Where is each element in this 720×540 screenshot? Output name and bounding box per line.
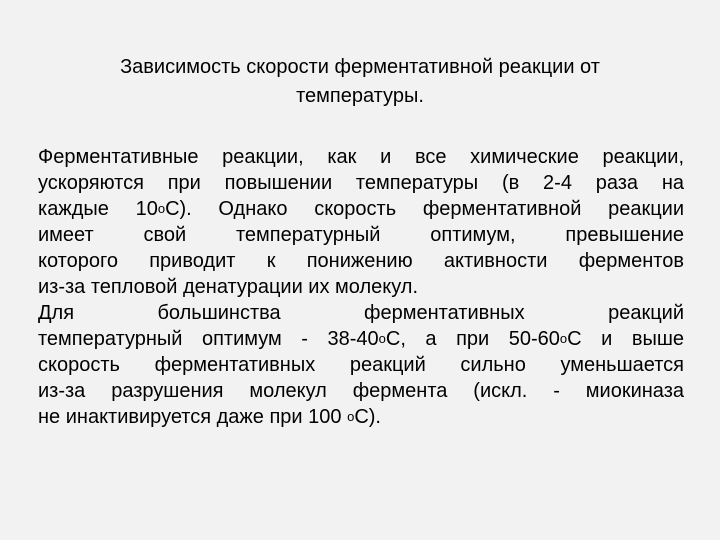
body-line bbox=[38, 326, 684, 352]
title-line: температуры. bbox=[296, 85, 424, 107]
title-line: Зависимость скорости ферментативной реакции от bbox=[120, 56, 600, 78]
body-line: которого приводит к понижению активности ферментов bbox=[38, 250, 684, 272]
degree-sign: o bbox=[559, 331, 568, 346]
body-line: скорость ферментативных реакций сильно уменьшается bbox=[38, 354, 684, 376]
body-line bbox=[38, 196, 684, 222]
text-run: С). bbox=[354, 406, 381, 428]
body-line: Ферментативные реакции, как и все химические реакции, bbox=[38, 146, 684, 168]
text-run: С и выше bbox=[567, 328, 684, 350]
body-line: Для большинства ферментативных реакций bbox=[38, 302, 684, 324]
text-run: каждые 10 bbox=[38, 198, 158, 220]
body-line: имеет свой температурный оптимум, превышение bbox=[38, 224, 684, 246]
degree-sign: o bbox=[157, 201, 166, 216]
text-run: С, а при 50-60 bbox=[385, 328, 560, 350]
slide-body bbox=[38, 144, 684, 430]
body-line bbox=[38, 404, 684, 430]
text-run: С). Однако скорость ферментативной реакции bbox=[165, 198, 684, 220]
slide-title bbox=[60, 53, 660, 111]
degree-sign: o bbox=[378, 331, 386, 346]
degree-sign: o bbox=[347, 409, 355, 424]
body-line: из-за тепловой денатурации их молекул. bbox=[38, 276, 419, 298]
body-line: ускоряются при повышении температуры (в 2-4 раза на bbox=[38, 172, 684, 194]
text-run: температурный оптимум - 38-40 bbox=[38, 328, 379, 350]
body-line: из-за разрушения молекул фермента (искл. - миокиназа bbox=[38, 380, 684, 402]
text-run: не инактивируется даже при 100 bbox=[38, 406, 348, 428]
